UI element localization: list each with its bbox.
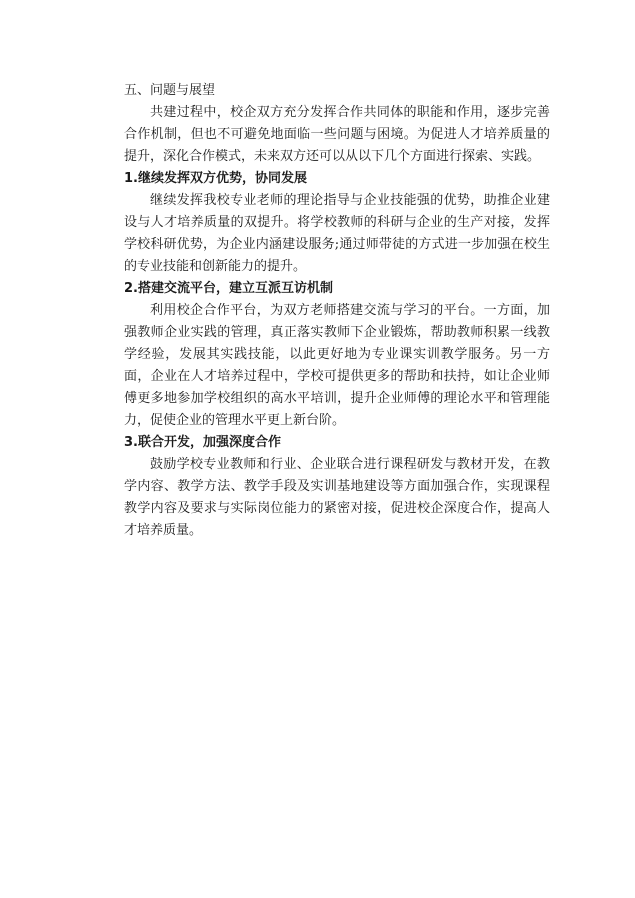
section-title: 五、问题与展望 (124, 83, 216, 98)
subsection-paragraph-2: 利用校企合作平台，为双方老师搭建交流与学习的平台。一方面，加强教师企业实践的管理，真正落实教师下企业锻炼，帮助教师积累一线教学经验，发展其实践技能，以此更好地为专业课实训教学服务。另一方面，企业在人才培养过程中，学校可提供更多的帮助和扶持，如让企业师傅更多地参加学校组织的高水平培训，提升企业师傅的理论水平和管理能力，促使企业的管理水平更上新台阶。 (124, 303, 550, 428)
subsection-paragraph-3: 鼓励学校专业教师和行业、企业联合进行课程研发与教材开发，在教学内容、教学方法、教学手段及实训基地建设等方面加强合作，实现课程教学内容及要求与实际岗位能力的紧密对接，促进校企深度合作，提高人才培养质量。 (124, 457, 550, 538)
document-body (124, 80, 550, 542)
subsection-paragraph-1: 继续发挥我校专业老师的理论指导与企业技能强的优势，助推企业建设与人才培养质量的双提升。将学校教师的科研与企业的生产对接，发挥学校科研优势，为企业内涵建设服务;通过师带徒的方式进一步加强在校生的专业技能和创新能力的提升。 (124, 193, 550, 274)
subsection-heading-2: 2.搭建交流平台，建立互派互访机制 (124, 281, 333, 296)
section-intro-paragraph: 共建过程中，校企双方充分发挥合作共同体的职能和作用，逐步完善合作机制，但也不可避免地面临一些问题与困境。为促进人才培养质量的提升，深化合作模式，未来双方还可以从以下几个方面进行探索、实践。 (124, 105, 550, 164)
subsection-heading-3: 3.联合开发，加强深度合作 (124, 435, 281, 450)
subsection-heading-1: 1.继续发挥双方优势，协同发展 (124, 171, 307, 186)
